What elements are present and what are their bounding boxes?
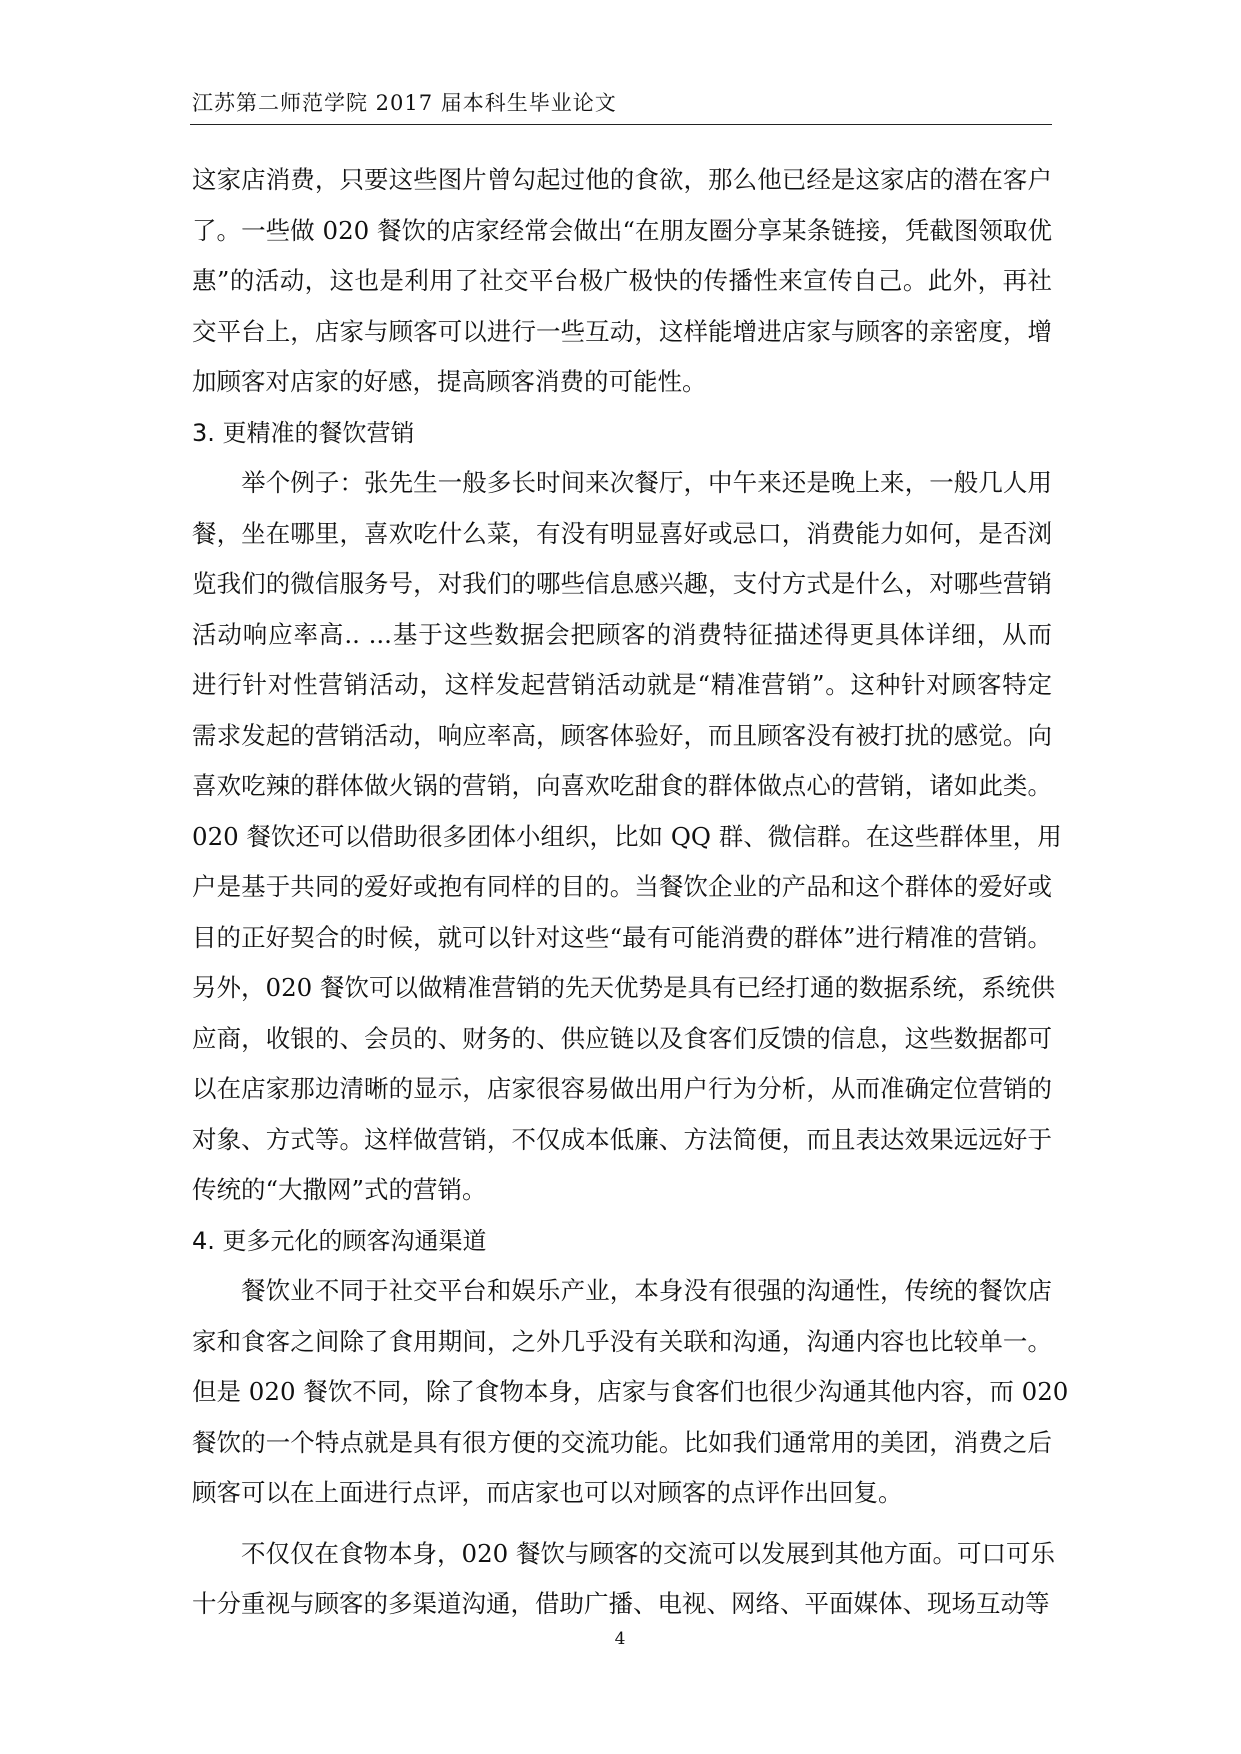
page-number: 4 [614,1629,626,1649]
text-line: 家和食客之间除了食用期间，之外几乎没有关联和沟通，沟通内容也比较单一。 [192,1326,1052,1356]
text-line: 喜欢吃辣的群体做火锅的营销，向喜欢吃甜食的群体做点心的营销，诸如此类。 [192,771,1052,800]
text-line: 餐，坐在哪里，喜欢吃什么菜，有没有明显喜好或忌口，消费能力如何，是否浏 [192,518,1052,548]
paragraph [192,1266,1069,1519]
text-line: 惠”的活动，这也是利用了社交平台极广极快的传播性来宣传自己。此外，再社 [192,266,1052,295]
text-line: 户是基于共同的爱好或抱有同样的目的。当餐饮企业的产品和这个群体的爱好或 [192,872,1052,901]
text-line: 进行针对性营销活动，这样发起营销活动就是“精准营销”。这种针对顾客特定 [192,670,1052,699]
section-heading: 4. 更多元化的顾客沟通渠道 [192,1226,487,1255]
text-line: 目的正好契合的时候，就可以针对这些“最有可能消费的群体”进行精准的营销。 [192,922,1052,952]
text-line: 餐饮的一个特点就是具有很方便的交流功能。比如我们通常用的美团，消费之后 [192,1427,1052,1457]
text-line: 活动响应率高.. ...基于这些数据会把顾客的消费特征描述得更具体详细，从而 [192,619,1052,649]
section-heading: 3. 更精准的餐饮营销 [192,418,415,447]
text-line: 传统的“大撒网”式的营销。 [192,1175,487,1204]
paragraph [192,1529,1056,1630]
text-line: 览我们的微信服务号，对我们的哪些信息感兴趣，支付方式是什么，对哪些营销 [192,569,1052,598]
text-line: 十分重视与顾客的多渠道沟通，借助广播、电视、网络、平面媒体、现场互动等 [192,1589,1050,1618]
text-line: 这家店消费，只要这些图片曾勾起过他的食欲，那么他已经是这家店的潜在客户 [192,165,1052,194]
text-line: 交平台上，店家与顾客可以进行一些互动，这样能增进店家与顾客的亲密度，增 [192,316,1052,346]
text-line: 以在店家那边清晰的显示，店家很容易做出用户行为分析，从而准确定位营销的 [192,1074,1052,1103]
running-header: 江苏第二师范学院 2017 届本科生毕业论文 [192,91,617,115]
text-line: 不仅仅在食物本身，020 餐饮与顾客的交流可以发展到其他方面。可口可乐 [192,1538,1056,1568]
text-line: 餐饮业不同于社交平台和娱乐产业，本身没有很强的沟通性，传统的餐饮店 [192,1276,1052,1305]
text-line: 020 餐饮还可以借助很多团体小组织，比如 QQ 群、微信群。在这些群体里，用 [192,821,1062,851]
text-line: 了。一些做 020 餐饮的店家经常会做出“在朋友圈分享某条链接，凭截图领取优 [192,215,1052,245]
paragraph [192,155,1052,408]
text-line: 需求发起的营销活动，响应率高，顾客体验好，而且顾客没有被打扰的感觉。向 [192,720,1052,750]
body-text [192,155,1069,1630]
header-rule [190,124,1052,125]
text-line: 加顾客对店家的好感，提高顾客消费的可能性。 [192,367,707,396]
text-line: 顾客可以在上面进行点评，而店家也可以对顾客的点评作出回复。 [192,1478,903,1507]
text-line: 举个例子：张先生一般多长时间来次餐厅，中午来还是晚上来，一般几人用 [192,468,1052,497]
paragraph [192,458,1062,1216]
text-line: 对象、方式等。这样做营销，不仅成本低廉、方法简便，而且表达效果远远好于 [192,1124,1052,1154]
text-line: 但是 020 餐饮不同，除了食物本身，店家与食客们也很少沟通其他内容，而 020 [192,1377,1069,1406]
paragraph-gap [192,1519,1052,1529]
text-line: 另外，020 餐饮可以做精准营销的先天优势是具有已经打通的数据系统，系统供 [192,973,1056,1002]
text-line: 应商，收银的、会员的、财务的、供应链以及食客们反馈的信息，这些数据都可 [192,1023,1052,1053]
